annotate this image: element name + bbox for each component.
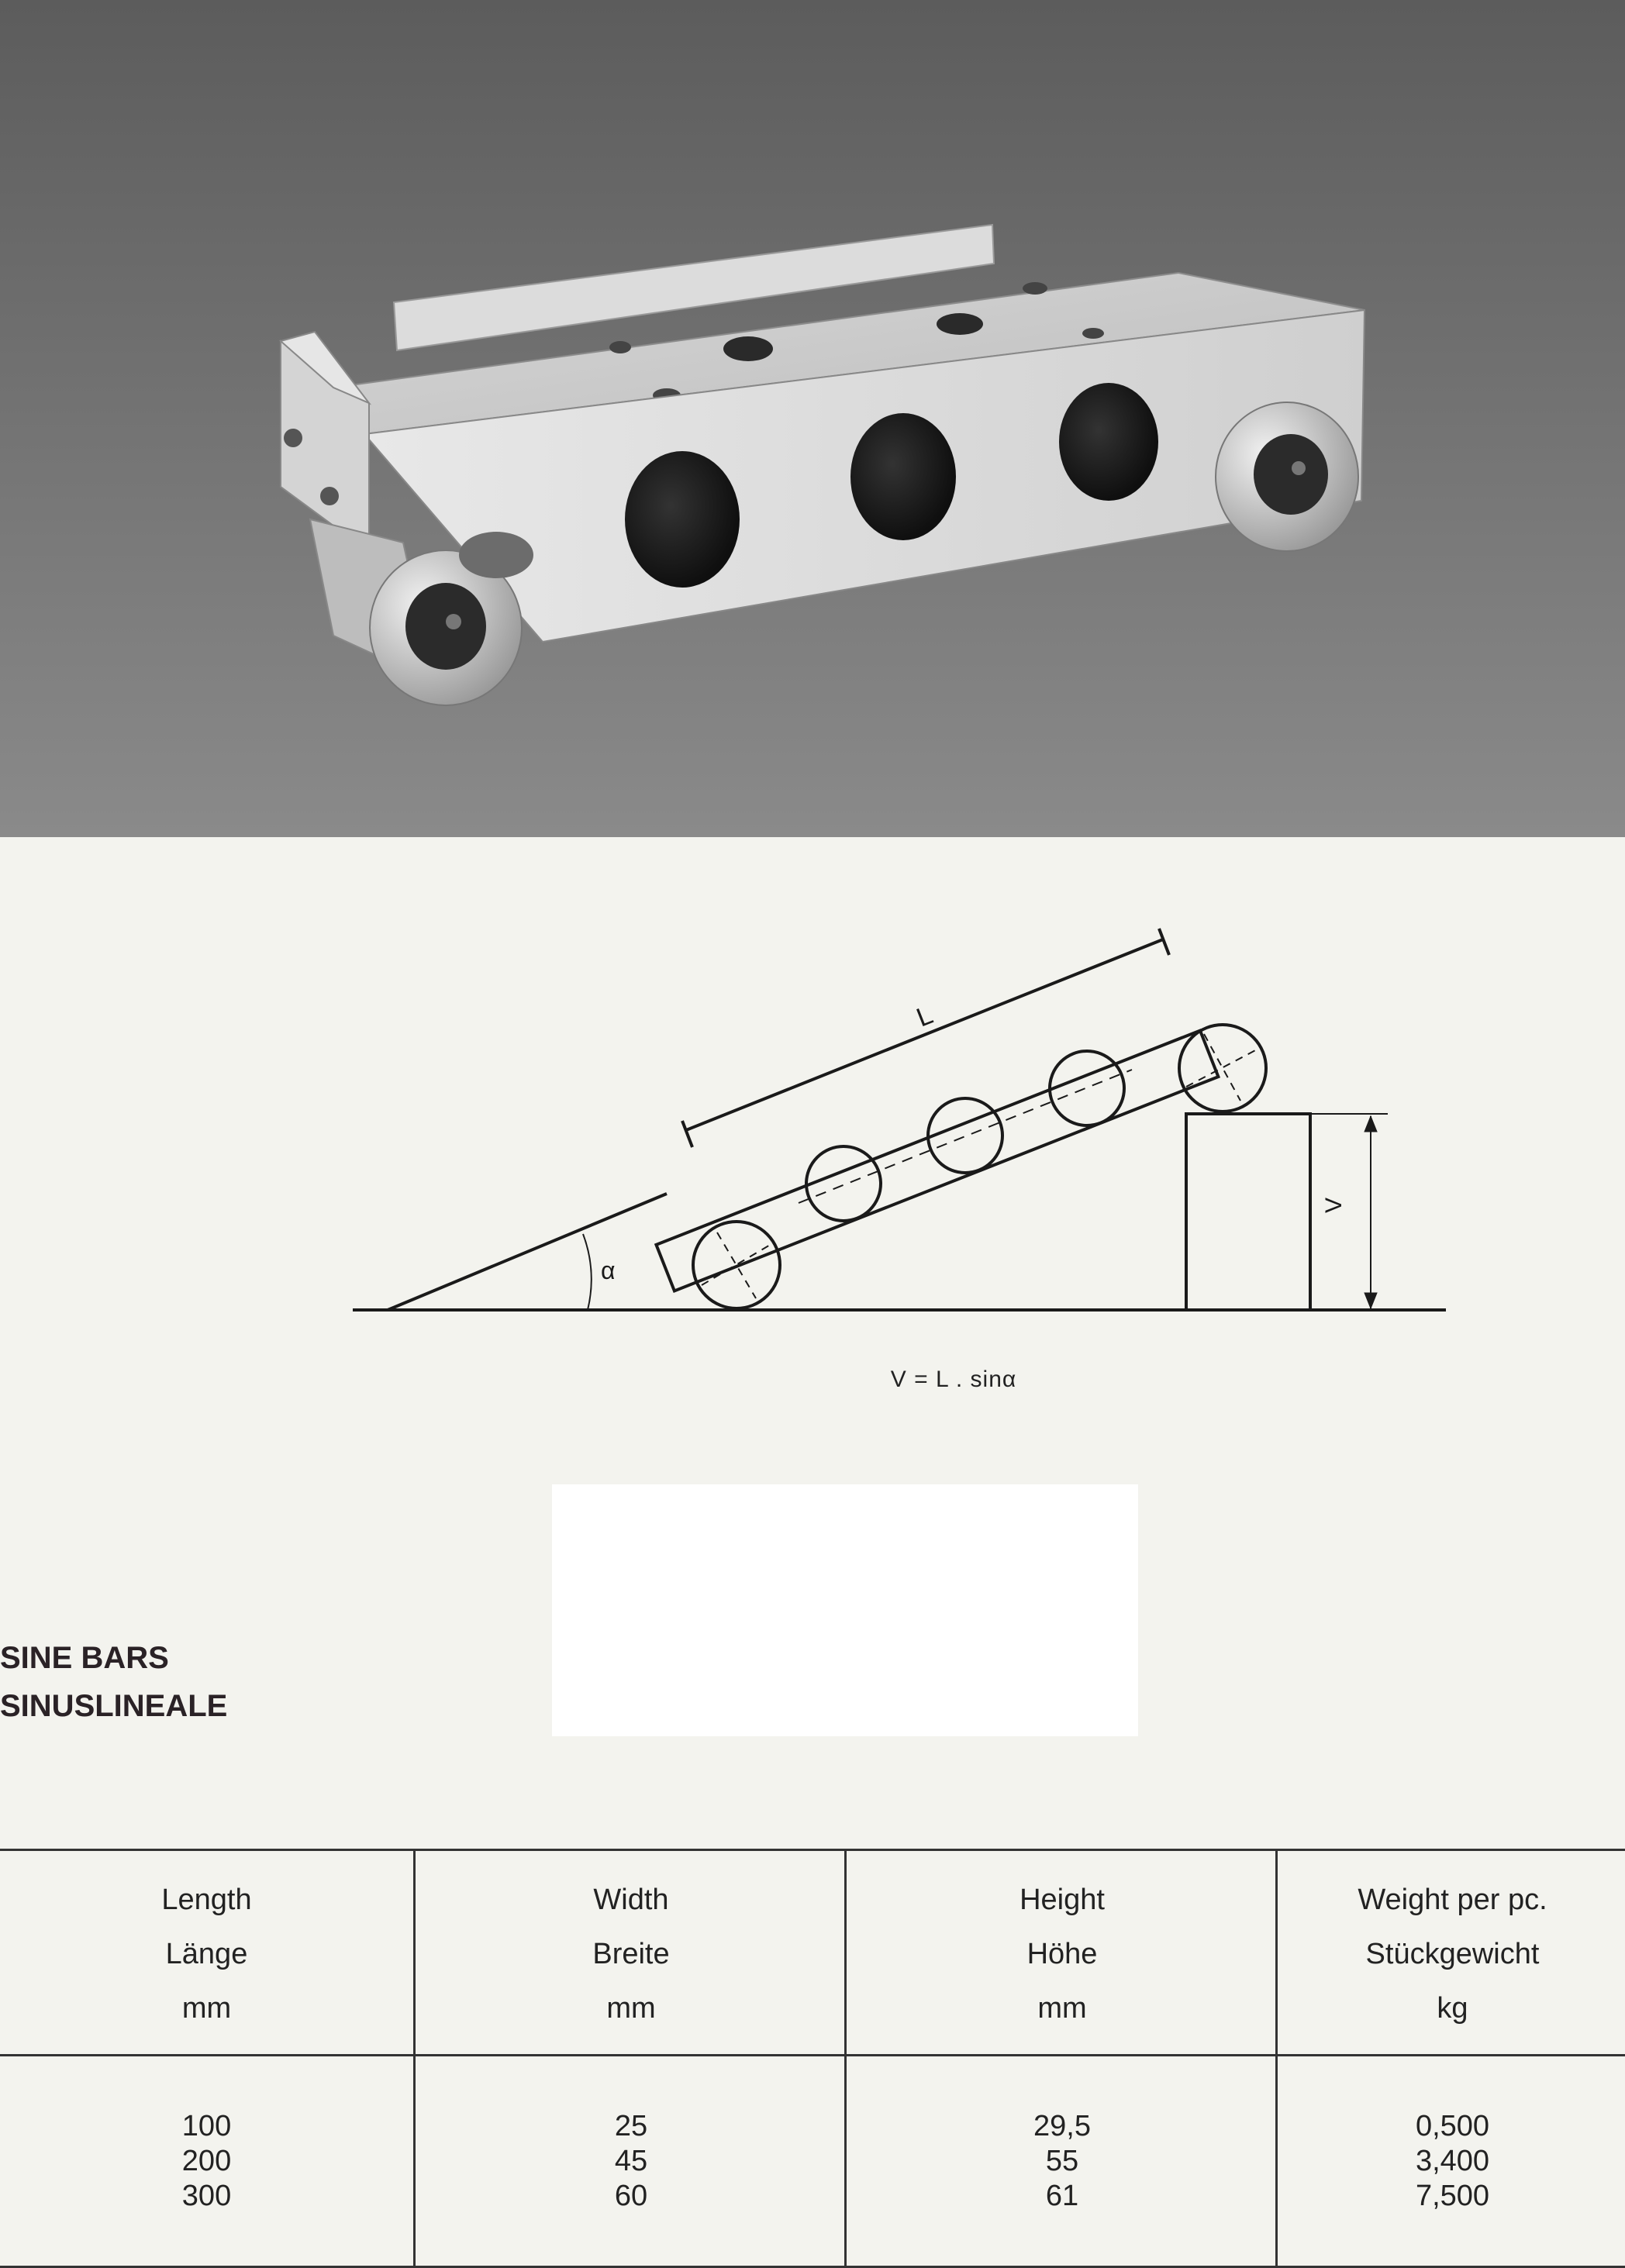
sine-bar-diagram (0, 837, 1625, 1488)
column-header: Length Länge mm (161, 1883, 252, 2025)
length-dimension-line (686, 939, 1163, 1130)
column-width (413, 1851, 847, 2266)
title-german: SINUSLINEALE (0, 1689, 228, 1723)
gauge-block (1186, 1114, 1310, 1310)
angle-label: α (601, 1256, 616, 1284)
sine-principle-drawing (0, 837, 1625, 1488)
sine-formula: V = L . sinα (890, 1367, 1017, 1392)
angle-arc (583, 1234, 592, 1310)
blank-area (552, 1484, 1138, 1736)
column-values: 100 200 300 (181, 2110, 232, 2212)
length-label: L (913, 1000, 937, 1033)
column-header: Height Höhe mm (1020, 1883, 1105, 2025)
column-length (0, 1851, 413, 2266)
product-photo (0, 0, 1625, 837)
hole-2 (928, 1098, 1002, 1173)
table-header-divider (0, 2054, 1625, 2056)
spec-table (0, 1849, 1625, 2268)
column-height (844, 1851, 1278, 2266)
sine-bar-photo-illustration (0, 0, 1625, 837)
column-values: 29,5 55 61 (1033, 2110, 1091, 2212)
product-title (0, 1634, 227, 1730)
height-label: V (1321, 1197, 1347, 1213)
column-weight (1275, 1851, 1625, 2266)
title-english: SINE BARS (0, 1641, 169, 1675)
roller-right (1179, 1025, 1266, 1112)
column-header: Weight per pc. Stückgewicht kg (1358, 1883, 1547, 2025)
column-values: 25 45 60 (614, 2110, 648, 2212)
column-header: Width Breite mm (592, 1883, 670, 2025)
hole-1 (806, 1146, 881, 1221)
hole-3 (1050, 1051, 1124, 1125)
hypotenuse-line (388, 1194, 667, 1310)
column-values: 0,500 3,400 7,500 (1415, 2110, 1490, 2212)
